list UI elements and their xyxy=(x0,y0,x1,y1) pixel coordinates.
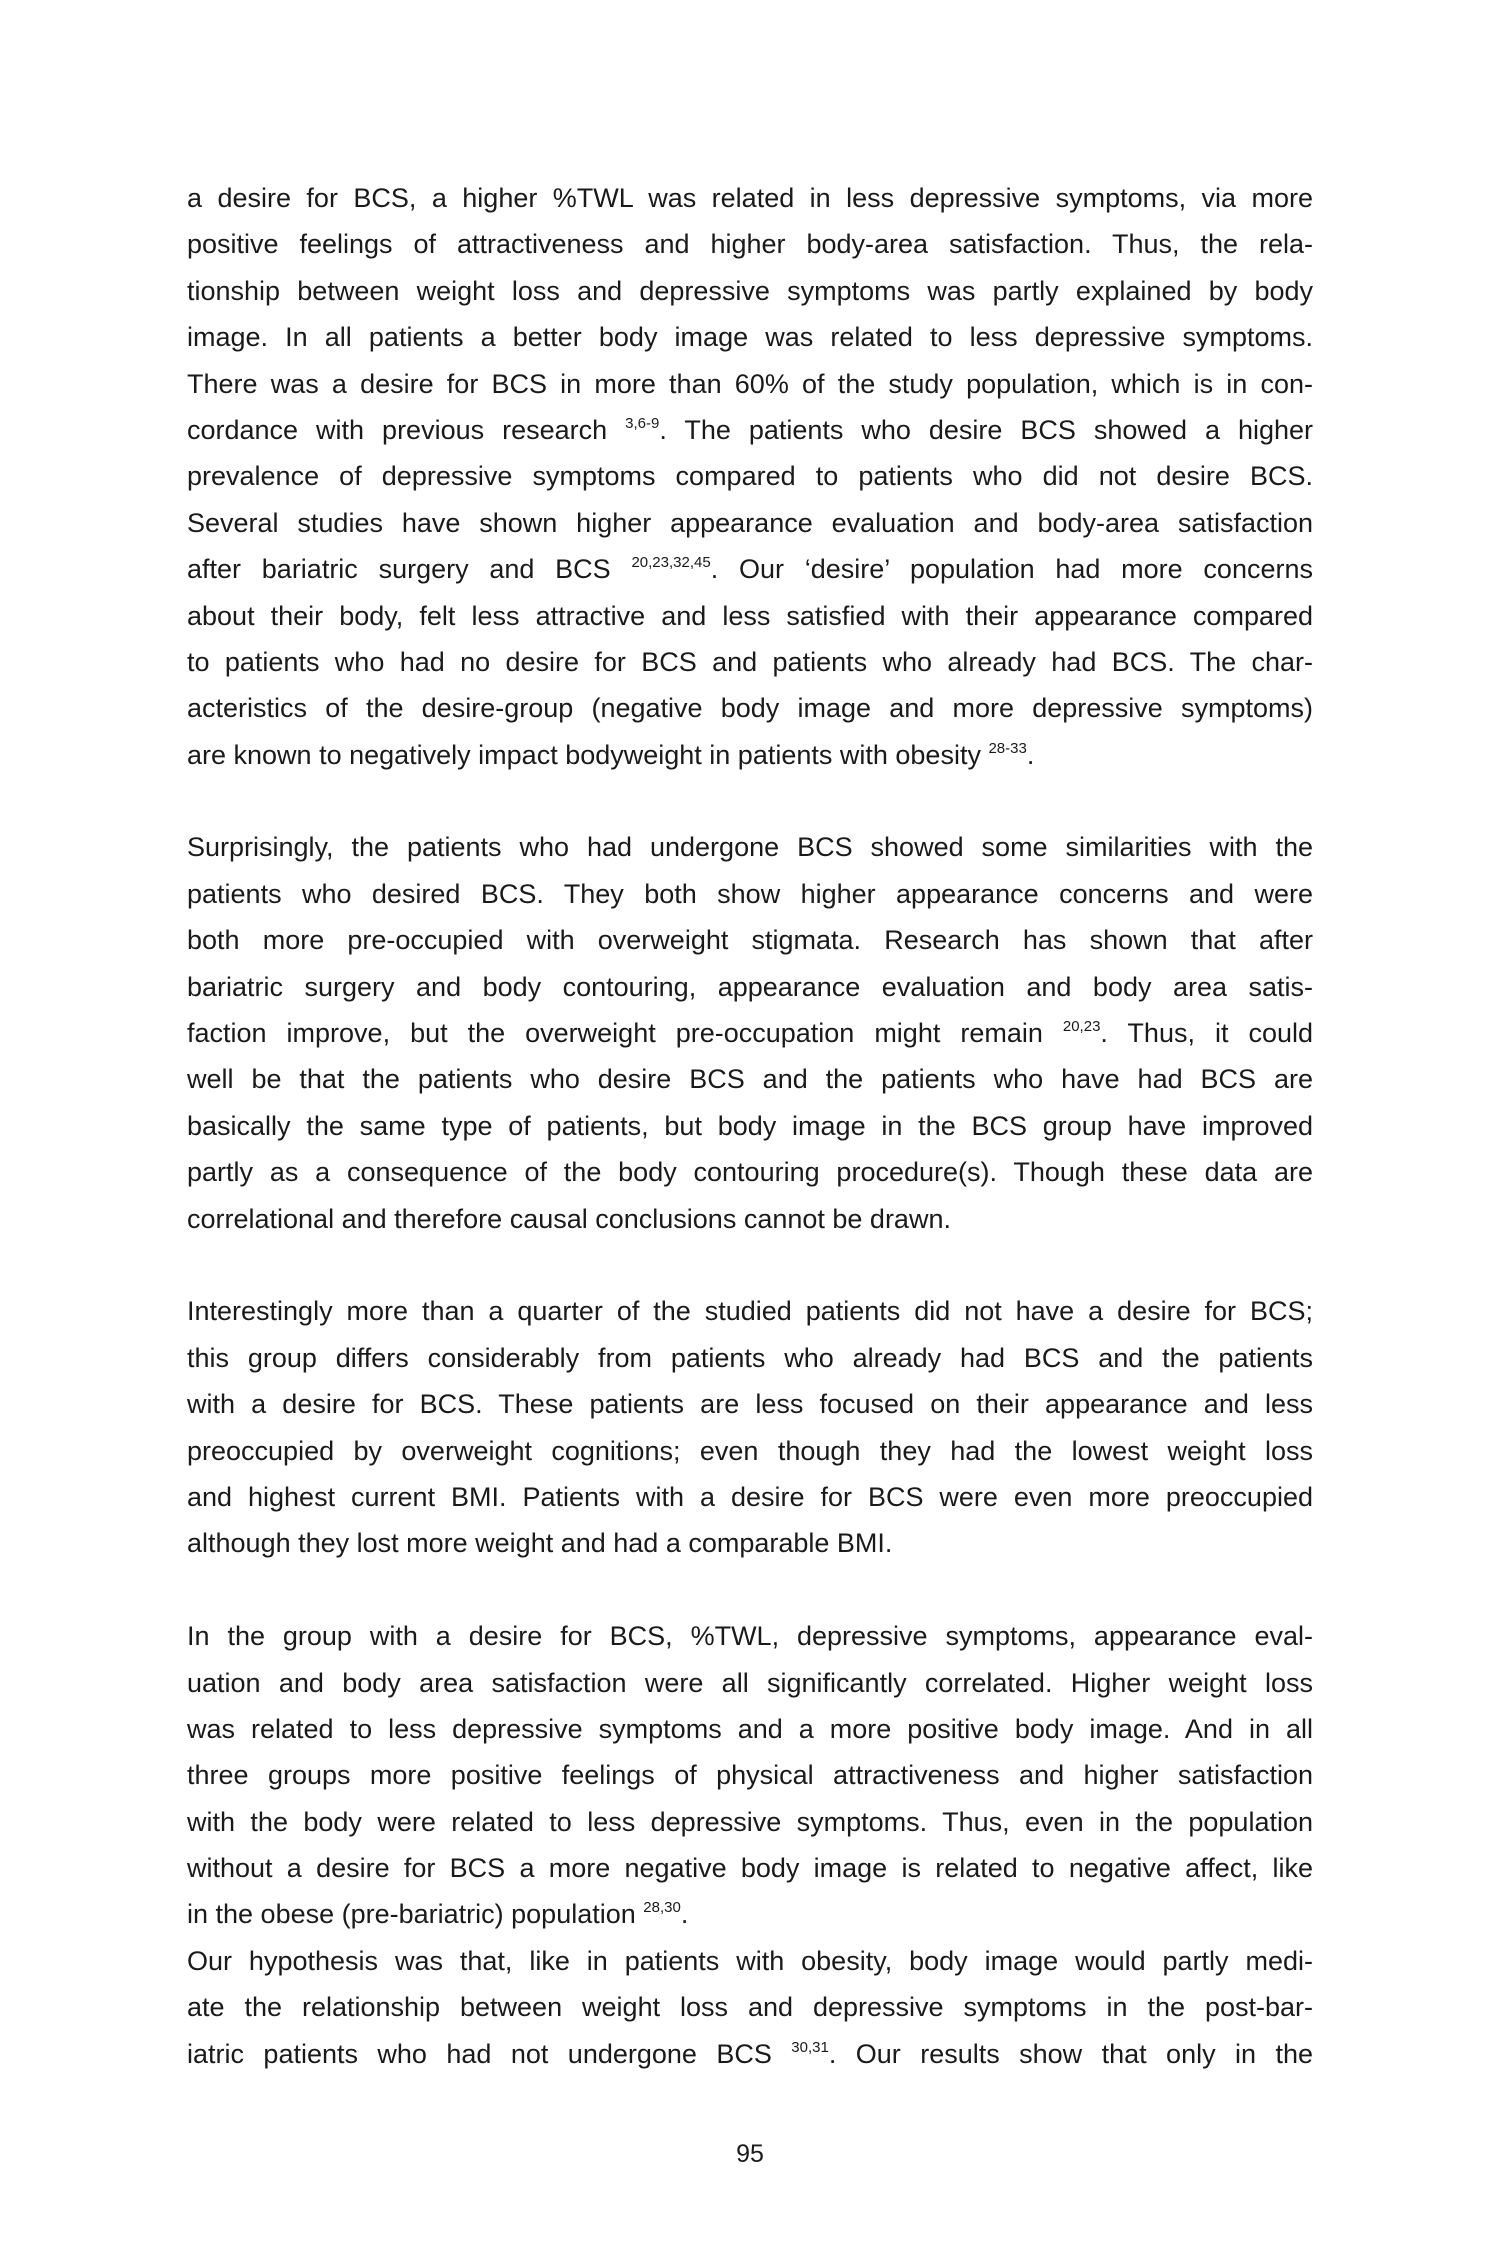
paragraph-gap xyxy=(187,778,1313,824)
text-line xyxy=(187,1660,1313,1706)
text-line xyxy=(187,964,1313,1010)
line-text: In the group with a desire for BCS, %TWL, depressive symptoms, appearance eval- xyxy=(187,1621,1313,1652)
citation-superscript: 3,6-9 xyxy=(625,414,660,432)
text-line xyxy=(187,221,1313,267)
line-text: well be that the patients who desire BCS and the patients who have had BCS are xyxy=(187,1064,1313,1095)
text-line xyxy=(187,1103,1313,1149)
text-line xyxy=(187,732,1313,778)
text-line xyxy=(187,685,1313,731)
text-line xyxy=(187,1381,1313,1427)
line-text: partly as a consequence of the body contouring procedure(s). Though these data are xyxy=(187,1157,1313,1188)
line-text: . Our results show that only in the xyxy=(828,2038,1313,2069)
line-text: bariatric surgery and body contouring, appearance evaluation and body area satis- xyxy=(187,971,1313,1002)
paragraph xyxy=(187,175,1313,778)
line-text: with a desire for BCS. These patients are less focused on their appearance and less xyxy=(187,1389,1313,1420)
paragraph xyxy=(187,1288,1313,1566)
line-text: prevalence of depressive symptoms compared to patients who did not desire BCS. xyxy=(187,461,1313,492)
line-text: after bariatric surgery and BCS xyxy=(187,554,632,585)
line-text: . The patients who desire BCS showed a higher xyxy=(659,414,1313,445)
line-text: cordance with previous research xyxy=(187,414,626,445)
line-text: . Thus, it could xyxy=(1100,1018,1314,1049)
text-line xyxy=(187,1010,1313,1056)
text-line xyxy=(187,917,1313,963)
text-line xyxy=(187,1196,1313,1242)
line-text: are known to negatively impact bodyweight in patients with obesity xyxy=(187,739,989,770)
line-text: in the obese (pre-bariatric) population xyxy=(187,1899,644,1930)
line-text: image. In all patients a better body image was related to less depressive symptoms. xyxy=(187,322,1313,353)
line-text: tionship between weight loss and depressive symptoms was partly explained by body xyxy=(187,275,1313,306)
line-text: with the body were related to less depressive symptoms. Thus, even in the population xyxy=(187,1806,1313,1837)
text-line xyxy=(187,1335,1313,1381)
text-line xyxy=(187,1520,1313,1566)
line-text: positive feelings of attractiveness and higher body-area satisfaction. Thus, the rela- xyxy=(187,229,1313,260)
text-line xyxy=(187,1891,1313,1937)
text-line xyxy=(187,268,1313,314)
text-line xyxy=(187,453,1313,499)
line-text: Interestingly more than a quarter of the studied patients did not have a desire for BCS; xyxy=(187,1296,1313,1327)
text-line xyxy=(187,1799,1313,1845)
text-line xyxy=(187,1938,1313,1984)
line-text: Our hypothesis was that, like in patients with obesity, body image would partly medi- xyxy=(187,1945,1313,1976)
line-text: three groups more positive feelings of physical attractiveness and higher satisfaction xyxy=(187,1760,1313,1791)
text-line xyxy=(187,1474,1313,1520)
text-line xyxy=(187,639,1313,685)
page-number: 95 xyxy=(736,2140,764,2168)
text-line xyxy=(187,1706,1313,1752)
line-text: Several studies have shown higher appearance evaluation and body-area satisfaction xyxy=(187,507,1313,538)
line-text: this group differs considerably from patients who already had BCS and the patients xyxy=(187,1342,1313,1373)
paragraph-gap xyxy=(187,1567,1313,1613)
line-text: faction improve, but the overweight pre-occupation might remain xyxy=(187,1018,1063,1049)
citation-superscript: 20,23 xyxy=(1062,1018,1101,1036)
line-text: although they lost more weight and had a comparable BMI. xyxy=(187,1528,893,1559)
line-text: a desire for BCS, a higher %TWL was related in less depressive symptoms, via more xyxy=(187,183,1313,213)
line-text: iatric patients who had not undergone BCS xyxy=(187,2038,792,2069)
line-text: to patients who had no desire for BCS and patients who already had BCS. The char- xyxy=(187,646,1313,677)
text-line xyxy=(187,593,1313,639)
line-text: preoccupied by overweight cognitions; even though they had the lowest weight loss xyxy=(187,1435,1313,1466)
text-line xyxy=(187,1613,1313,1659)
text-line xyxy=(187,361,1313,407)
text-line xyxy=(187,1056,1313,1102)
text-line xyxy=(187,546,1313,592)
line-text: . xyxy=(1026,739,1035,770)
line-text: uation and body area satisfaction were all significantly correlated. Higher weight loss xyxy=(187,1667,1313,1698)
line-text: without a desire for BCS a more negative body image is related to negative affect, like xyxy=(187,1853,1313,1884)
text-line xyxy=(187,824,1313,870)
line-text: correlational and therefore causal conclusions cannot be drawn. xyxy=(187,1203,951,1234)
line-text: There was a desire for BCS in more than 60% of the study population, which is in con- xyxy=(187,368,1313,399)
citation-superscript: 20,23,32,45 xyxy=(631,554,711,572)
text-line xyxy=(187,1288,1313,1334)
line-text: . Our ‘desire’ population had more concerns xyxy=(710,554,1313,585)
text-line xyxy=(187,2031,1313,2077)
line-text: Surprisingly, the patients who had undergone BCS showed some similarities with the xyxy=(187,832,1313,863)
line-text: about their body, felt less attractive and less satisfied with their appearance compared xyxy=(187,600,1313,631)
paragraph xyxy=(187,1613,1313,1938)
paragraph xyxy=(187,824,1313,1242)
line-text: basically the same type of patients, but body image in the BCS group have improved xyxy=(187,1110,1313,1141)
line-text: ate the relationship between weight loss and depressive symptoms in the post-bar- xyxy=(187,1992,1313,2023)
line-text: was related to less depressive symptoms and a more positive body image. And in all xyxy=(187,1713,1313,1744)
text-line xyxy=(187,1428,1313,1474)
citation-superscript: 28,30 xyxy=(643,1899,681,1917)
text-line xyxy=(187,1149,1313,1195)
text-line xyxy=(187,1752,1313,1798)
text-line xyxy=(187,871,1313,917)
body-text xyxy=(187,175,1313,2077)
text-line xyxy=(187,314,1313,360)
citation-superscript: 30,31 xyxy=(791,2038,829,2056)
paragraph-gap xyxy=(187,1242,1313,1288)
line-text: both more pre-occupied with overweight stigmata. Research has shown that after xyxy=(187,925,1313,956)
line-text: and highest current BMI. Patients with a desire for BCS were even more preoccupied xyxy=(187,1481,1313,1512)
line-text: patients who desired BCS. They both show higher appearance concerns and were xyxy=(187,878,1313,909)
text-line xyxy=(187,500,1313,546)
line-text: acteristics of the desire-group (negative body image and more depressive symptoms) xyxy=(187,693,1313,724)
text-line xyxy=(187,407,1313,453)
citation-superscript: 28-33 xyxy=(988,739,1027,757)
paragraph xyxy=(187,1938,1313,2077)
text-line xyxy=(187,1984,1313,2030)
text-line xyxy=(187,1845,1313,1891)
line-text: . xyxy=(680,1899,689,1930)
text-line xyxy=(187,175,1313,221)
